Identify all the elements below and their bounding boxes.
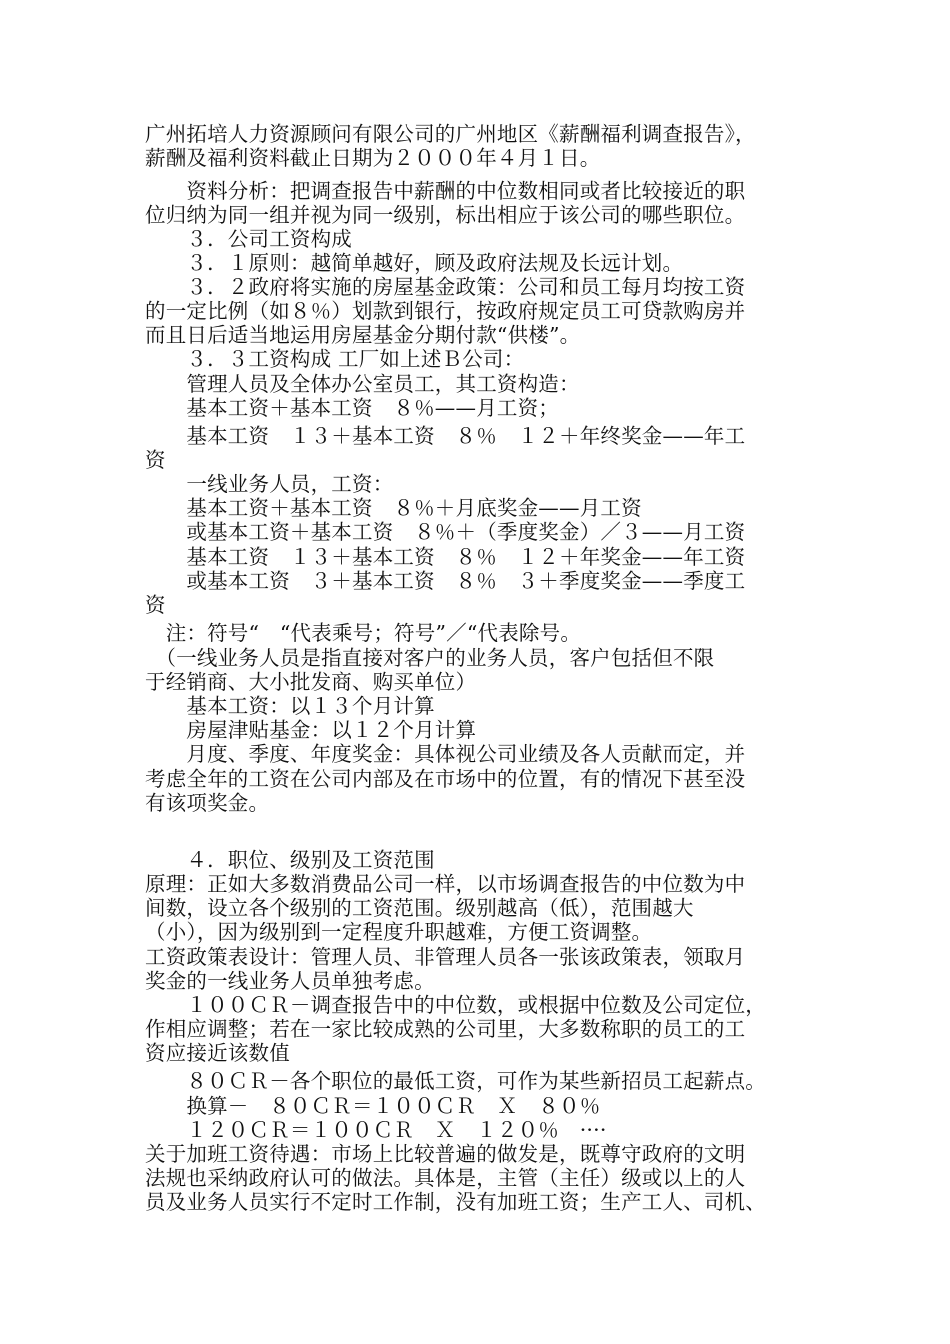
- text-line: １００ＣＲ－调查报告中的中位数，或根据中位数及公司定位，: [145, 993, 766, 1017]
- text-line: 原理：正如大多数消费品公司一样，以市场调查报告的中位数为中: [145, 872, 746, 896]
- text-line: （小），因为级别到一定程度升职越难，方便工资调整。: [145, 920, 653, 944]
- text-line: 关于加班工资待遇：市场上比较普遍的做发是，既尊守政府的文明: [145, 1142, 746, 1166]
- text-line: 基本工资 １３＋基本工资 ８％ １２＋年终奖金——年工: [145, 424, 746, 448]
- text-line: 基本工资＋基本工资 ８％——月工资；: [145, 396, 559, 420]
- text-line: 换算－ ８０ＣＲ＝１００ＣＲ Ｘ ８０％: [145, 1094, 601, 1118]
- text-line: 基本工资：以１３个月计算: [145, 694, 435, 718]
- text-line: 注：符号“ “代表乘号；符号”／“代表除号。: [145, 621, 582, 645]
- text-line: ４．职位、级别及工资范围: [145, 848, 435, 872]
- text-line: 而且日后适当地运用房屋基金分期付款“供楼”。: [145, 323, 581, 347]
- text-line: 资料分析：把调查报告中薪酬的中位数相同或者比较接近的职: [145, 179, 746, 203]
- text-line: 法规也采纳政府认可的做法。具体是，主管（主任）级或以上的人: [145, 1166, 746, 1190]
- text-line: 或基本工资＋基本工资 ８％＋（季度奖金）／３——月工资: [145, 520, 746, 544]
- text-line: 考虑全年的工资在公司内部及在市场中的位置，有的情况下甚至没: [145, 767, 746, 791]
- text-line: 间数，设立各个级别的工资范围。级别越高（低），范围越大: [145, 896, 694, 920]
- text-line: 房屋津贴基金：以１２个月计算: [145, 718, 477, 742]
- text-line: （一线业务人员是指直接对客户的业务人员，客户包括但不限: [145, 646, 715, 670]
- text-line: 广州拓培人力资源顾问有限公司的广州地区《薪酬福利调查报告》，: [145, 122, 756, 146]
- text-line: 月度、季度、年度奖金：具体视公司业绩及各人贡献而定，并: [145, 742, 746, 766]
- text-line: 位归纳为同一组并视为同一级别，标出相应于该公司的哪些职位。: [145, 203, 746, 227]
- text-line: ３．２政府将实施的房屋基金政策：公司和员工每月均按工资: [145, 275, 746, 299]
- text-line: 有该项奖金。: [145, 791, 270, 815]
- text-line: ３．３工资构成 工厂如上述Ｂ公司：: [145, 347, 525, 371]
- text-line: 奖金的一线业务人员单独考虑。: [145, 969, 435, 993]
- text-line: 作相应调整；若在一家比较成熟的公司里，大多数称职的员工的工: [145, 1017, 746, 1041]
- text-line: 工资政策表设计：管理人员、非管理人员各一张该政策表，领取月: [145, 945, 746, 969]
- text-line: ３．公司工资构成: [145, 227, 352, 251]
- text-line: 一线业务人员，工资：: [145, 472, 394, 496]
- text-line: 薪酬及福利资料截止日期为２０００年４月１日。: [145, 146, 601, 170]
- text-line: 基本工资＋基本工资 ８％＋月底奖金——月工资: [145, 496, 642, 520]
- text-line: 资: [145, 593, 166, 617]
- text-line: ３．１原则：越简单越好，顾及政府法规及长远计划。: [145, 251, 684, 275]
- text-line: 员及业务人员实行不定时工作制，没有加班工资；生产工人、司机、: [145, 1190, 766, 1214]
- text-line: 的一定比例（如８％）划款到银行，按政府规定员工可贷款购房并: [145, 299, 746, 323]
- text-line: 或基本工资 ３＋基本工资 ８％ ３＋季度奖金——季度工: [145, 569, 746, 593]
- text-line: 于经销商、大小批发商、购买单位）: [145, 670, 477, 694]
- text-line: １２０ＣＲ＝１００ＣＲ Ｘ １２０％ ····: [145, 1118, 607, 1142]
- text-line: 资应接近该数值: [145, 1041, 290, 1065]
- text-line: 资: [145, 448, 166, 472]
- text-line: 管理人员及全体办公室员工，其工资构造：: [145, 372, 580, 396]
- text-line: ８０ＣＲ－各个职位的最低工资，可作为某些新招员工起薪点。: [145, 1069, 766, 1093]
- text-line: 基本工资 １３＋基本工资 ８％ １２＋年奖金——年工资: [145, 545, 746, 569]
